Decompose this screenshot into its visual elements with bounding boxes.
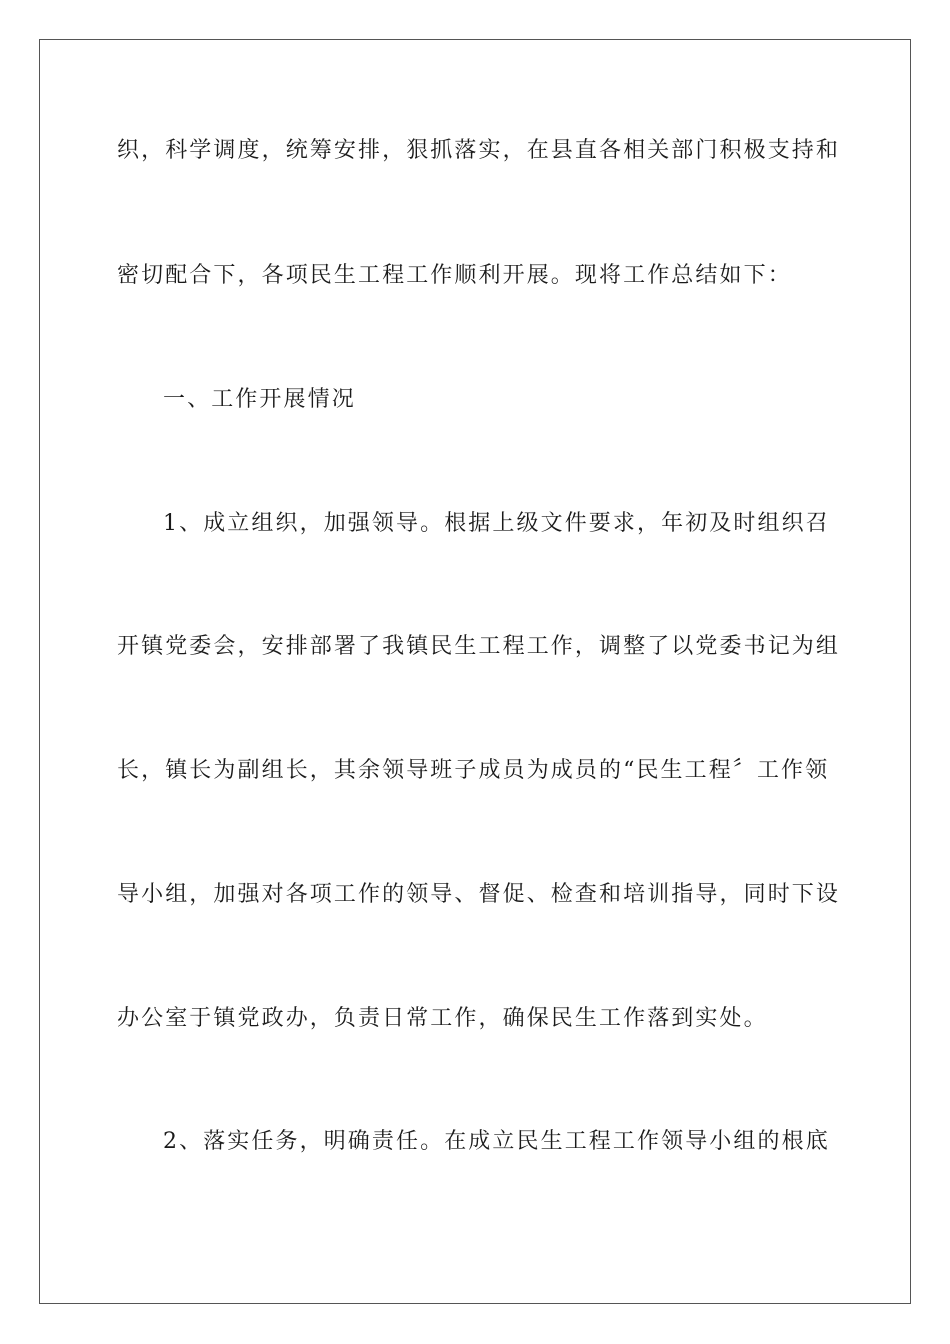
body-line-6: 长，镇长为副组长，其余领导班子成员为成员的“民生工程〞工作领 (117, 758, 830, 783)
body-line-1: 织，科学调度，统筹安排，狠抓落实，在县直各相关部门积极支持和 (117, 138, 841, 163)
body-line-8: 办公室于镇党政办，负责日常工作，确保民生工作落到实处。 (117, 1006, 768, 1031)
body-line-4: 1、成立组织，加强领导。根据上级文件要求，年初及时组织召 (163, 511, 830, 536)
page-border (39, 39, 911, 1304)
body-line-2: 密切配合下，各项民生工程工作顺利开展。现将工作总结如下： (117, 263, 792, 288)
section-heading: 一、工作开展情况 (163, 387, 356, 412)
body-line-5: 开镇党委会，安排部署了我镇民生工程工作，调整了以党委书记为组 (117, 634, 841, 659)
body-line-9: 2、落实任务，明确责任。在成立民生工程工作领导小组的根底 (163, 1129, 830, 1154)
body-line-7: 导小组，加强对各项工作的领导、督促、检查和培训指导，同时下设 (117, 882, 841, 907)
